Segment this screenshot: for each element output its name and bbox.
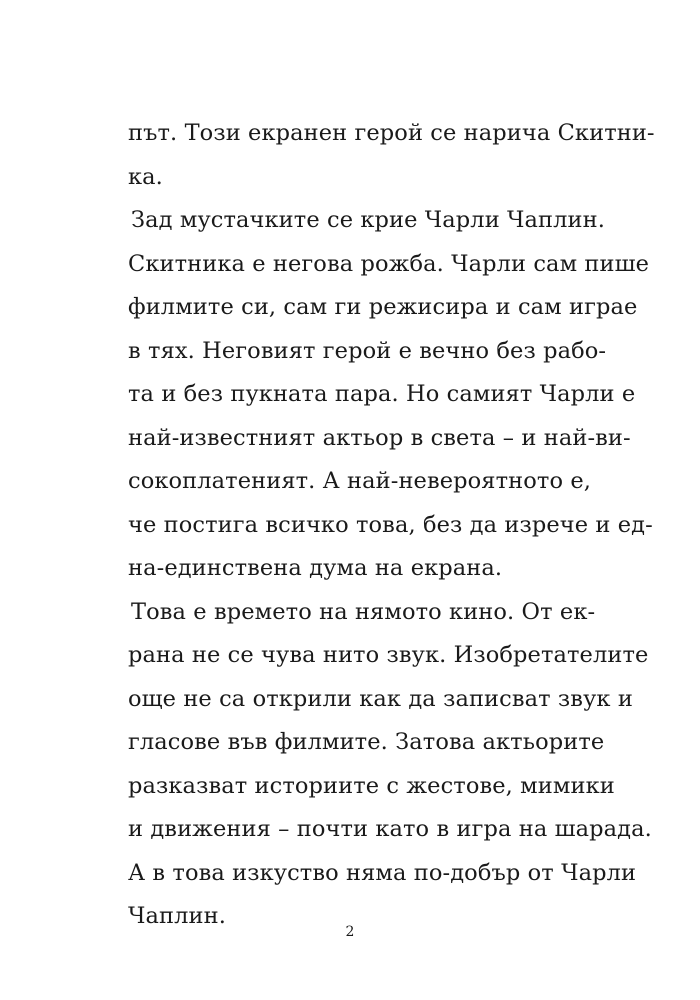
text-line: А в това изкуство няма по-добър от Чарли bbox=[128, 859, 637, 886]
text-line: Скитника е негова рожба. Чарли сам пише bbox=[128, 250, 650, 277]
text-line: че постига всичко това, без да изрече и ед- bbox=[128, 511, 653, 538]
text-line: и движения – почти като в игра на шарада. bbox=[128, 816, 652, 842]
text-line: филмите си, сам ги режисира и сам играе bbox=[128, 294, 638, 320]
text-line: рана не се чува нито звук. Изобретателите bbox=[128, 642, 649, 668]
text-line: сокоплатеният. А най-невероятното е, bbox=[128, 468, 592, 494]
text-line: път. Този екранен герой се нарича Скитни- bbox=[128, 120, 655, 146]
text-line: в тях. Неговият герой е вечно без рабо- bbox=[128, 337, 607, 364]
text-line: Чаплин. bbox=[128, 903, 226, 929]
text-line: Зад мустачките се крие Чарли Чаплин. bbox=[131, 207, 605, 233]
body-text bbox=[128, 112, 655, 939]
text-line: Това е времето на нямото кино. От ек- bbox=[131, 598, 596, 625]
text-line: разказват историите с жестове, мимики bbox=[128, 772, 615, 799]
text-line: на-единствена дума на екрана. bbox=[128, 555, 503, 581]
text-line: та и без пукната пара. Но самият Чарли е bbox=[128, 381, 636, 407]
text-line: гласове във филмите. Затова актьорите bbox=[128, 729, 605, 755]
text-line: още не са открили как да записват звук и bbox=[128, 685, 633, 712]
text-line: ка. bbox=[128, 163, 163, 190]
text-line: най-известният актьор в света – и най-ви- bbox=[128, 424, 631, 451]
page-number: 2 bbox=[345, 924, 355, 940]
